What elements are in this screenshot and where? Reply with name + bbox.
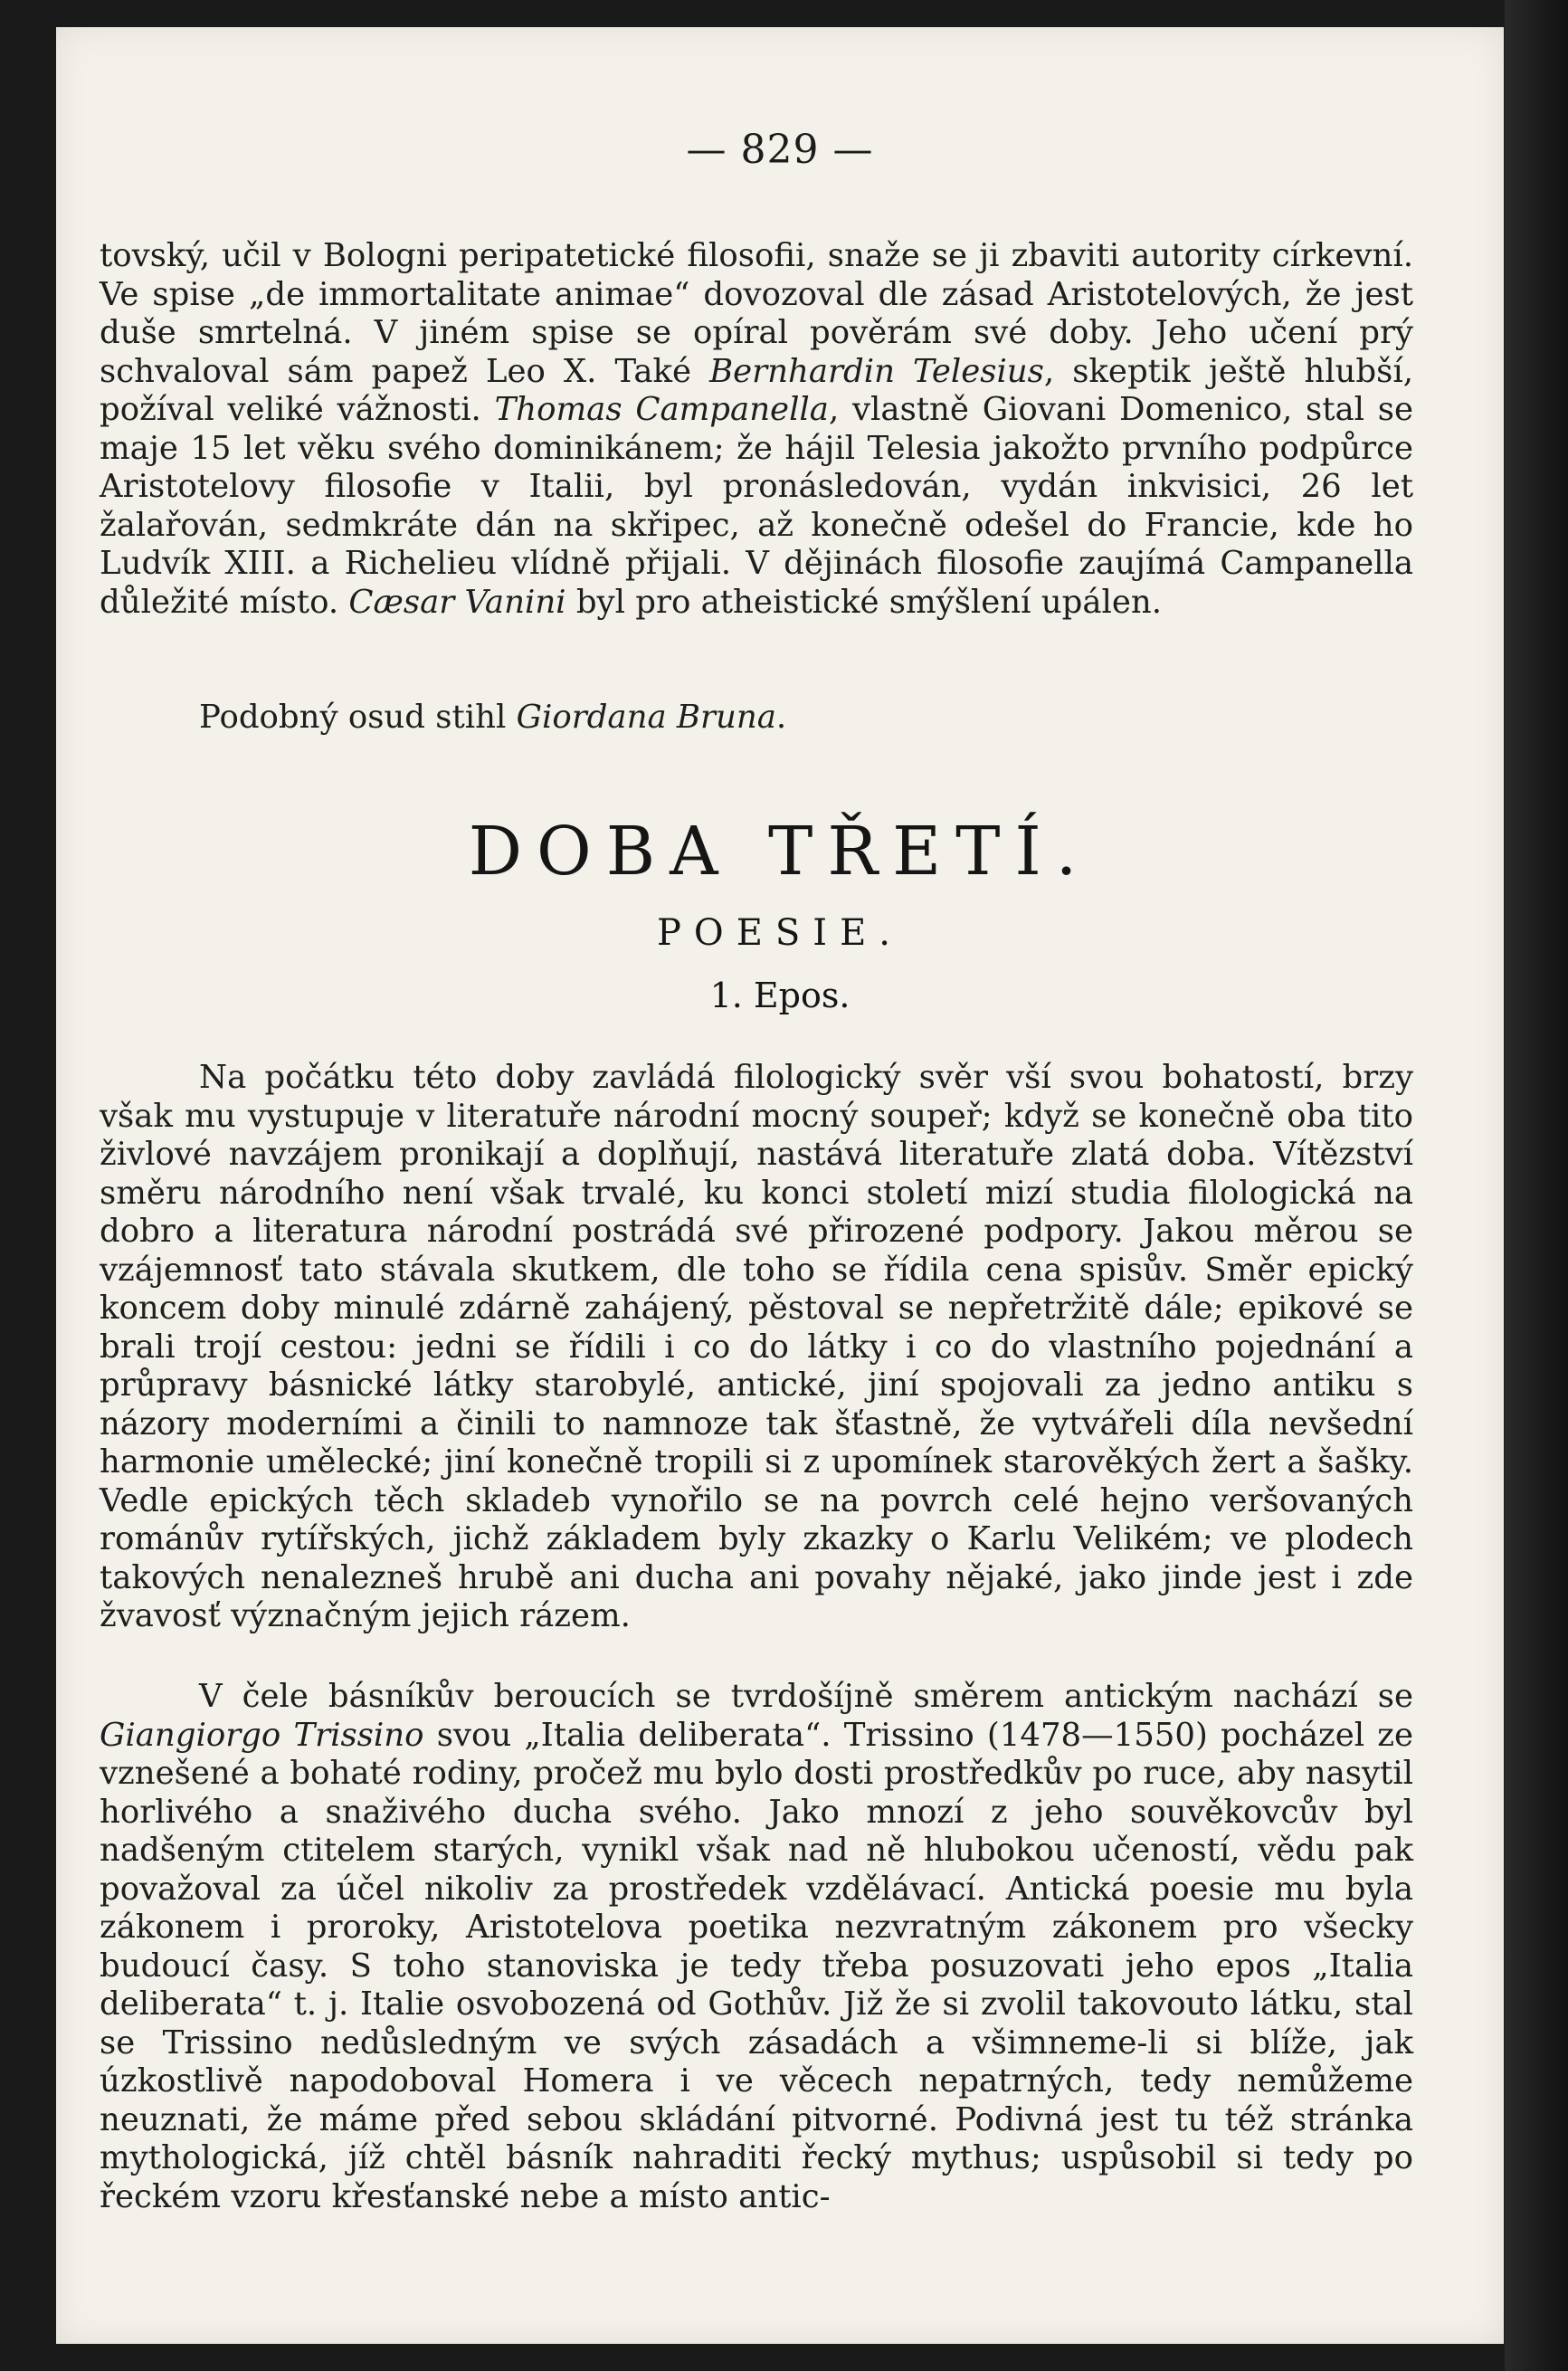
name-vanini: Cæsar Vanini bbox=[348, 583, 566, 621]
top-paragraph bbox=[100, 237, 1413, 622]
name-telesius: Bernhardin Telesius bbox=[709, 352, 1044, 390]
top-paragraph-text-4: byl pro atheistické smýšlení upálen. bbox=[565, 583, 1163, 621]
name-campanella: Thomas Campanella bbox=[494, 391, 829, 428]
top-paragraph-text-2: , skeptik ještě hlubší, požíval veliké vážnosti. bbox=[100, 352, 1413, 428]
bruno-line bbox=[100, 699, 1413, 738]
name-trissino: Giangiorgo Trissino bbox=[100, 1716, 424, 1754]
top-paragraph-text-3: , vlastně Giovani Domenico, stal se maje 15 let věku svého dominikánem; že hájil Telesia jakožto prvního podpůrce Aristotelovy filosofie v Italii, byl pronásledován, vydán inkvisici, 26 let žalařován, sedmkráte dán na skřipec, až konečně odešel do Francie, kde ho Ludvík XIII. a Richelieu vlídně přijali. V dějinách filosofie zaujímá Campanella důležité místo. bbox=[100, 391, 1414, 621]
subsection-title: 1. Epos. bbox=[709, 976, 851, 1015]
section-title: POESIE. bbox=[656, 912, 904, 954]
paragraph-2-text-2: svou „Italia deliberata“. Trissino (1478—1550) pocházel ze vznešené a bohaté rodiny, pročež mu bylo dosti prostředkův po ruce, aby nasytil horlivého a snaživého ducha svého. Jako mnozí z jeho souvěkovcův byl nadšeným ctitelem starých, vynikl však nad ně hlubokou učeností, vědu pak považoval za účel nikoliv za prostředek vzdělávací. Antická poesie mu byla zákonem i proroky, Aristotelova poetika nezvratným zákonem pro všecky budoucí časy. S toho stanoviska je tedy třeba posuzovati jeho epos „Italia deliberata“ t. j. Italie osvobozená od Gothův. Již že si zvolil takovouto látku, stal se Trissino nedůsledným ve svých zásadách a všimneme-li si blíže, jak úzkostlivě napodoboval Homera i ve věcech nepatrných, tedy nemůžeme neuznati, že máme před sebou skládání pitvorné. Podivná jest tu též stránka mythologická, jíž chtěl básník nahraditi řecký mythus; uspůsobil si tedy po řeckém vzoru křesťanské nebe a místo antic- bbox=[100, 1716, 1413, 2215]
paragraph-1: Na počátku této doby zavládá filologický svěr vší svou bohatostí, brzy však mu vystupuje v literatuře národní mocný soupeř; když se konečně oba tito živlové navzájem pronikají a doplňují, nastává literatuře zlatá doba. Vítězství směru národního není však trvalé, ku konci století mizí studia filologická na dobro a literatura národní postrádá své přirozené podpory. Jakou měrou se vzájemnosť tato stávala skutkem, dle toho se řídila cena spisův. Směr epický koncem doby minulé zdárně zahájený, pěstoval se nepřetržitě dále; epikové se brali trojí cestou: jedni se řídili i co do látky i co do vlastního pojednání a průpravy básnické látky starobylé, antické, jiní spojovali za jedno antiku s názory moderními a činili to namnoze tak šťastně, že vytvářeli díla nevšední harmonie umělecké; jiní konečně tropili si z upomínek starověkých žert a šašky. Vedle epických těch skladeb vynořilo se na povrch celé hejno veršovaných románův rytířských, jichž základem byly zkazky o Karlu Velikém; ve plodech takových nenalezneš hrubě ani ducha ani povahy nějaké, jako jinde jest i zde žvavosť význačným jejich rázem. bbox=[100, 1059, 1413, 1634]
paragraph-trissino bbox=[100, 1678, 1413, 2216]
name-bruno: Giordana Bruna bbox=[516, 699, 776, 736]
top-paragraph-text-1: tovský, učil v Bologni peripatetické filosofii, snaže se ji zbaviti autority církevní. Ve spise „de immortalitate animae“ dovozoval dle zásad Aristotelových, že jest duše smrtelná. V jiném spise se opíral pověrám své doby. Jeho učení prý schvaloval sám papež Leo X. Také bbox=[100, 237, 1413, 390]
bruno-line-end: . bbox=[775, 699, 787, 736]
book-page bbox=[56, 27, 1504, 2344]
chapter-title: DOBA TŘETÍ. bbox=[468, 813, 1092, 890]
page-edge-shadow bbox=[1505, 0, 1568, 2371]
bruno-line-text: Podobný osud stihl bbox=[199, 699, 517, 736]
paragraph-2-text-1: V čele básníkův beroucích se tvrdošíjně směrem antickým nachází se bbox=[199, 1678, 1413, 1715]
paragraph-epos-intro bbox=[100, 1059, 1413, 1636]
page-number: — 829 — bbox=[686, 127, 874, 173]
